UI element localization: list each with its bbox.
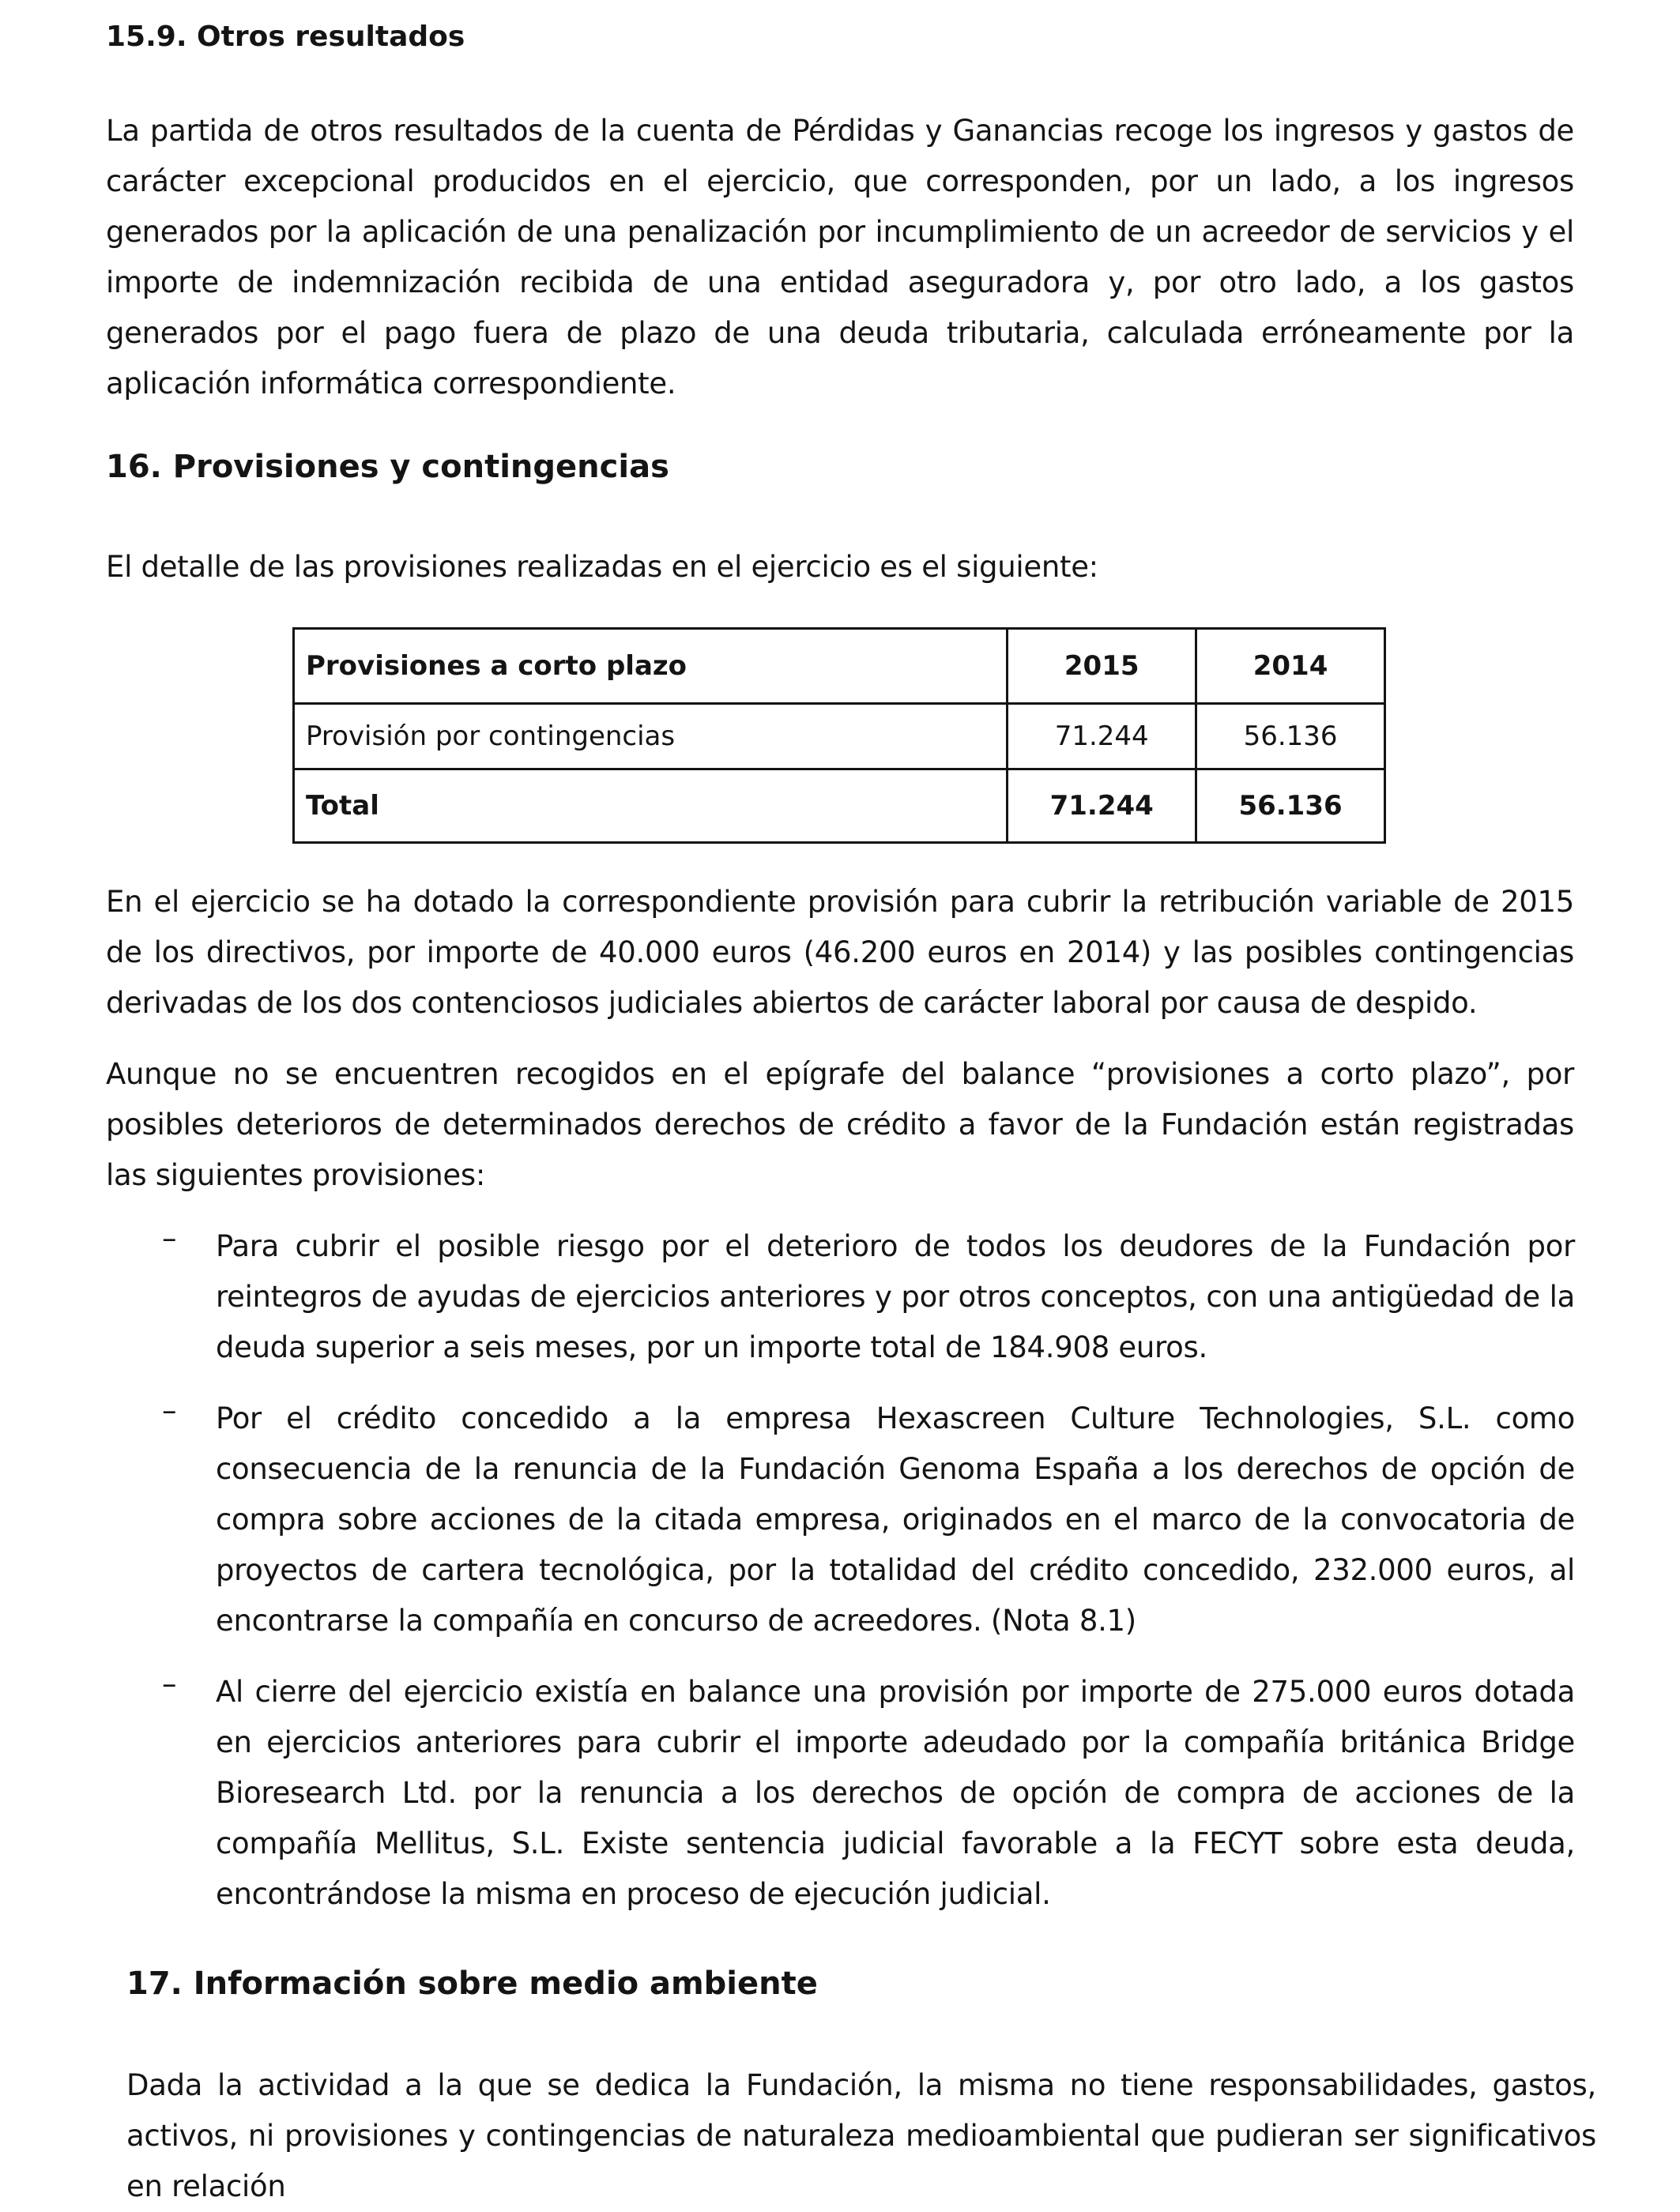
- paragraph-provisiones-intro: El detalle de las provisiones realizadas en el ejercicio es el siguiente:: [106, 550, 1098, 584]
- table-total-row: [294, 769, 1385, 843]
- bullet-marker: –: [162, 1394, 177, 1428]
- table-total-2015: 71.244: [1008, 769, 1196, 843]
- table-total-2014: 56.136: [1196, 769, 1385, 843]
- table-header-2014: 2014: [1196, 629, 1385, 704]
- heading-17: 17. Información sobre medio ambiente: [126, 1966, 818, 2002]
- table-header-label: Provisiones a corto plazo: [294, 629, 1008, 704]
- paragraph-retribucion: En el ejercicio se ha dotado la correspondiente provisión para cubrir la retribución variable de 2015 de los directivos, por importe de 40.000 euros (46.200 euros en 2014) y las posibles contingencias derivadas de los dos contenciosos judiciales abiertos de carácter laboral por causa de despido.: [106, 885, 1574, 1020]
- heading-15-9: 15.9. Otros resultados: [106, 21, 465, 53]
- table-total-label: Total: [294, 769, 1008, 843]
- heading-16: 16. Provisiones y contingencias: [106, 449, 669, 485]
- paragraph-deterioros: Aunque no se encuentren recogidos en el epígrafe del balance “provisiones a corto plazo”, por posibles deterioros de determinados derechos de crédito a favor de la Fundación están registradas las siguientes provisiones:: [106, 1057, 1574, 1192]
- paragraph-medio-ambiente: Dada la actividad a la que se dedica la Fundación, la misma no tiene responsabilidades, gastos, activos, ni provisiones y contingencias de naturaleza medioambiental que pudieran ser significativos en relación: [126, 2068, 1596, 2203]
- table-row: [294, 704, 1385, 769]
- table-header-row: [294, 629, 1385, 704]
- bullet-item-3: Al cierre del ejercicio existía en balance una provisión por importe de 275.000 euros dotada en ejercicios anteriores para cubrir el importe adeudado por la compañía británica Bridge Bioresearch Ltd. por la renuncia a los derechos de opción de compra de acciones de la compañía Mellitus, S.L. Existe sentencia judicial favorable a la FECYT sobre esta deuda, encontrándose la misma en proceso de ejecución judicial.: [216, 1675, 1575, 1911]
- bullet-item-1: Para cubrir el posible riesgo por el deterioro de todos los deudores de la Fundación por reintegros de ayudas de ejercicios anteriores y por otros conceptos, con una antigüedad de la deuda superior a seis meses, por un importe total de 184.908 euros.: [216, 1229, 1575, 1364]
- provisions-table: [292, 627, 1386, 844]
- table-cell-2015: 71.244: [1008, 704, 1196, 769]
- bullet-marker: –: [162, 1667, 177, 1701]
- bullet-marker: –: [162, 1221, 177, 1255]
- paragraph-otros-resultados: La partida de otros resultados de la cuenta de Pérdidas y Ganancias recoge los ingresos y gastos de carácter excepcional producidos en el ejercicio, que corresponden, por un lado, a los ingresos generados por la aplicación de una penalización por incumplimiento de un acreedor de servicios y el importe de indemnización recibida de una entidad aseguradora y, por otro lado, a los gastos generados por el pago fuera de plazo de una deuda tributaria, calculada erróneamente por la aplicación informática correspondiente.: [106, 114, 1574, 401]
- table-cell-2014: 56.136: [1196, 704, 1385, 769]
- bullet-item-2: Por el crédito concedido a la empresa Hexascreen Culture Technologies, S.L. como consecuencia de la renuncia de la Fundación Genoma España a los derechos de opción de compra sobre acciones de la citada empresa, originados en el marco de la convocatoria de proyectos de cartera tecnológica, por la totalidad del crédito concedido, 232.000 euros, al encontrarse la compañía en concurso de acreedores. (Nota 8.1): [216, 1401, 1575, 1638]
- table-header-2015: 2015: [1008, 629, 1196, 704]
- table-cell-concept: Provisión por contingencias: [294, 704, 1008, 769]
